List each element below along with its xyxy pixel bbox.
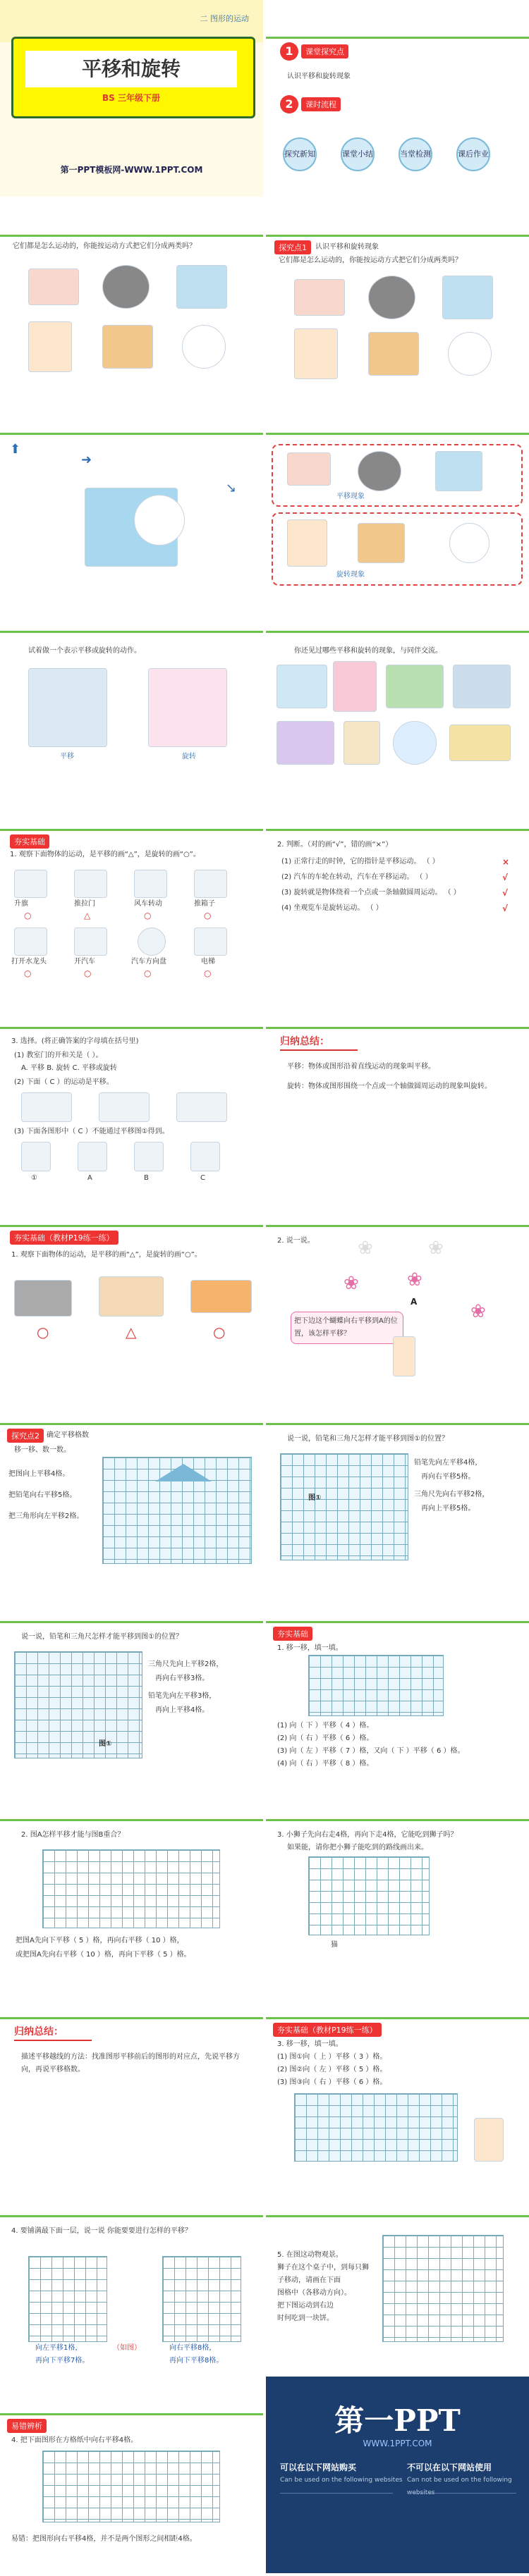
rotation-child-image	[148, 668, 227, 747]
fig-1	[21, 1142, 51, 1171]
tag-text: 认识平移和旋转现象	[315, 243, 379, 251]
tag: 易错辨析	[7, 2419, 47, 2433]
window-image	[176, 265, 227, 309]
q2: (2) 下面（ C ）的运动是平移。	[14, 1078, 114, 1086]
summary-text: 描述平移越线的方法：找准图形平移前后的图形的对应点，先说平移方向，再说平移格数。	[21, 2053, 240, 2073]
clock-image	[448, 332, 492, 376]
question-3: 图格中（各移动方向）。	[277, 2289, 351, 2297]
figure-label: 图①	[308, 1494, 322, 1502]
slide-summary-1	[266, 990, 529, 1187]
slide-explore-2	[0, 396, 263, 593]
step-3: 当堂检测	[399, 137, 432, 171]
brand-logo: 第一PPT	[334, 2403, 461, 2438]
helicopter-image	[449, 725, 511, 761]
item-image-8	[194, 928, 227, 956]
answer-1: 铅笔先向左平移4格，	[414, 1459, 482, 1467]
mark-3: ○	[213, 1324, 226, 1341]
question-5: 时何吃到一块饼。	[277, 2315, 334, 2322]
item-3: (3) 旋转就是物体绕着一个点或一条轴做圆周运动。 （ ）	[281, 889, 461, 896]
grid-diagram	[280, 1453, 408, 1560]
grid-diagram	[308, 1856, 430, 1935]
row1-item-3: 风车转动	[134, 900, 162, 908]
question: 3. 移一移，填一填。	[277, 2040, 343, 2048]
item-image-6	[74, 928, 107, 956]
question: 2. 说一说。	[277, 1237, 315, 1245]
window-image	[442, 276, 493, 319]
line-1: (1) 向（ 下 ）平移（ 4 ）格。	[277, 1722, 374, 1730]
slide-summary-2	[0, 1980, 263, 2177]
answer-1: 把图A先向下平移（ 5 ）格，再向右平移（ 10 ）格，	[16, 1937, 184, 1945]
question: 4. 把下面图形在方格纸中向右平移4格。	[11, 2436, 138, 2444]
grid-diagram	[42, 2451, 220, 2522]
translation-child-image	[28, 668, 107, 747]
flow-label: 课时流程	[301, 97, 341, 111]
line-4: (4) 向（ 右 ）平移（ 8 ）格。	[277, 1760, 374, 1768]
fig-a	[78, 1142, 107, 1171]
slide-practice-1	[0, 792, 263, 989]
speech-bubble: 把下边这个蝴蝶向右平移到A的位置，该怎样平移？	[291, 1312, 403, 1344]
butterfly-icon: ❀	[407, 1269, 422, 1290]
slide-practice-4	[266, 1584, 529, 1781]
q1-options: A. 平移 B. 旋转 C. 平移或旋转	[21, 1064, 117, 1072]
item-1: (1) 正常行走的时钟，它的指针是平移运动。 （ ）	[281, 858, 439, 865]
answer-3: √	[502, 888, 509, 898]
grid-diagram	[382, 2235, 504, 2342]
rotation-label: 旋转现象	[336, 571, 365, 579]
escalator-image	[386, 665, 444, 708]
item-image-4	[194, 870, 227, 898]
tag: 夯实基础	[273, 1627, 312, 1641]
step-2: 课堂小结	[341, 137, 375, 171]
slide-check-1	[0, 1188, 263, 1385]
clock-image	[449, 523, 490, 563]
fig-label-b: B	[144, 1174, 149, 1182]
slide-ad	[266, 2377, 529, 2573]
explore-text: 它们都是怎么运动的，你能按运动方式把它们分成两类吗？	[279, 257, 462, 264]
question: 3. 选择。(将正确答案的字母填在括号里)	[11, 1037, 139, 1045]
clock-image	[182, 325, 226, 369]
slide-practice-6	[266, 1782, 529, 1979]
row2-mark-2: ○	[84, 968, 92, 978]
grid-left	[28, 2256, 107, 2342]
push-box-image	[368, 332, 419, 376]
question: 说一说，铅笔和三角尺怎样才能平移到图①的位置？	[21, 1633, 183, 1641]
question: 1. 观察下面物体的运动，是平移的画“△”，是旋转的画“○”。	[11, 1251, 202, 1259]
row1-mark-2: △	[84, 911, 91, 920]
mid-note: （如图）	[113, 2344, 141, 2352]
row2-mark-4: ○	[204, 968, 212, 978]
fig-label-c: C	[200, 1174, 205, 1182]
question: 4. 要铺满最下面一层，说一说 你能要要进行怎样的平移？	[11, 2227, 192, 2235]
fig-b	[134, 1142, 164, 1171]
answer-1: ×	[502, 857, 510, 867]
question: 3. 小狮子先向右走4格，再向下走4格，它能吃到狮子吗？	[277, 1831, 458, 1839]
row1-mark-1: ○	[24, 911, 32, 920]
child-image	[393, 1336, 415, 1376]
fig-label-a: A	[87, 1174, 92, 1182]
instr-2: 把铅笔向右平移5格。	[8, 1491, 77, 1499]
question: 1. 移一移，填一填。	[277, 1644, 343, 1652]
slide-overview: 1 课堂探究点 认识平移和旋转现象 2 课时流程 探究新知 课堂小结 当堂检测 课后作业	[266, 0, 529, 197]
slide-explore-3	[266, 396, 529, 593]
translation-label: 平移现象	[336, 493, 365, 500]
summary-rotation: 旋转：物体或图形围绕一个点或一个轴做圆周运动的现象叫旋转。	[287, 1083, 492, 1090]
slide-explore-7	[266, 1386, 529, 1583]
q1: (1) 教室门的开和关是（ ）。	[14, 1052, 103, 1059]
abacus-image	[99, 1276, 164, 1317]
gate-image	[276, 665, 327, 708]
butterfly-icon: ❀	[343, 1273, 359, 1294]
question: 5. 在图这动物观景。	[277, 2251, 343, 2259]
step-1: 探究新知	[283, 137, 317, 171]
row2-mark-3: ○	[144, 968, 152, 978]
prompt: 移一移、数一数。	[14, 1446, 71, 1454]
question: 2. 判断。（对的画“√”，错的画“×”）	[277, 841, 393, 849]
row1-mark-3: ○	[144, 911, 152, 920]
left-title: 可以在以下网站购买	[280, 2463, 357, 2472]
question-2: 狮子在这个桌子中，到每只狮子移动，请画在下面	[277, 2264, 369, 2284]
slide-check-3	[266, 1980, 529, 2177]
item-image-2	[74, 870, 107, 898]
cable-car-image	[28, 269, 79, 305]
tag: 探究点1	[274, 240, 311, 254]
cover-website: 第一PPT模板网-WWW.1PPT.COM	[60, 165, 203, 175]
windmill-boy-image	[294, 328, 338, 379]
point-a-label: A	[411, 1297, 418, 1307]
right-line-2: 再向下平移8格。	[169, 2357, 224, 2365]
window-image	[435, 451, 482, 491]
left-line-1: 向左平移1格，	[35, 2344, 83, 2352]
slide-explore-1	[266, 198, 529, 395]
question: 2. 图A怎样平移才能与图B重合？	[21, 1831, 125, 1839]
cover-title: 平移和旋转	[25, 51, 237, 87]
slide-check-2	[266, 1188, 529, 1385]
warning: 易错：把图形向右平移4格，并不是两个图形之间相距4格。	[11, 2535, 197, 2543]
helicopter-image	[190, 1280, 252, 1313]
slide-explore-4	[0, 594, 263, 791]
slide-cover	[0, 0, 263, 197]
fridge-image	[333, 661, 377, 712]
answer-1: 三角尺先向上平移2格，	[148, 1660, 224, 1668]
label-rotation: 旋转	[182, 753, 196, 760]
goal-text: 认识平移和旋转现象	[287, 73, 351, 80]
unit-label: 二 图形的运动	[200, 14, 249, 23]
radio-image	[14, 1280, 72, 1317]
row2-mark-1: ○	[24, 968, 32, 978]
right-arrow-icon: ➜	[81, 452, 92, 467]
answer-2: 再向右平移3格。	[155, 1675, 209, 1682]
grid-diagram	[308, 1655, 444, 1716]
row1-item-1: 升旗	[14, 900, 28, 908]
figure-label: 图①	[99, 1740, 112, 1748]
fan-image	[393, 721, 437, 765]
answer-2: √	[502, 873, 509, 882]
cat-label: 猫	[331, 1941, 338, 1949]
question-2: 如果能，请你把小狮子能吃到的路线画出来。	[287, 1844, 428, 1851]
intro-text: 它们都是怎么运动的，你能按运动方式把它们分成两类吗？	[13, 242, 196, 250]
child-image	[474, 2118, 504, 2162]
push-box-image	[358, 523, 405, 563]
slide-practice-3	[0, 990, 263, 1187]
line-1: (1) 图①向（ 上 ）平移（ 3 ）格。	[277, 2053, 387, 2061]
tag: 夯实基础（教材P19练一练）	[273, 2023, 382, 2037]
line-3: (3) 图③向（ 右 ）平移（ 6 ）格。	[277, 2078, 387, 2086]
tag-text: 确定平移格数	[47, 1431, 89, 1439]
car-road-image	[276, 721, 334, 765]
butterfly-icon: ❀	[470, 1301, 486, 1322]
cable-car-image	[287, 452, 331, 486]
tag: 探究点2	[7, 1429, 44, 1443]
slide-check-6	[0, 2377, 263, 2573]
slide-practice-2	[266, 792, 529, 989]
question: 说一说，铅笔和三角尺怎样才能平移到图①的位置？	[287, 1435, 449, 1443]
blinds-image	[453, 665, 511, 708]
tag: 夯实基础	[10, 834, 49, 849]
item-4: (4) 坐观览车是旋转运动。 （ ）	[281, 904, 383, 912]
windmill-boy-image	[28, 321, 72, 372]
right-title: 不可以在以下网站使用	[407, 2463, 492, 2472]
right-arrow-icon: ↘	[226, 481, 237, 495]
slide-explore-8	[0, 1584, 263, 1781]
instr-1: 把图向上平移4格。	[8, 1470, 70, 1478]
q3: (3) 下面各图形中（ C ）不能通过平移图①得到。	[14, 1128, 169, 1135]
clock-image	[134, 495, 185, 546]
slide-check-4	[0, 2178, 263, 2375]
left-line-2: 再向下平移7格。	[35, 2357, 90, 2365]
answer-3: 铅笔先向左平移3格，	[148, 1692, 217, 1700]
item-image-7	[138, 928, 166, 956]
slide-explore-5	[266, 594, 529, 791]
steering-wheel-image	[358, 451, 401, 491]
summary-head: 归纳总结：	[280, 1036, 329, 1047]
row1-item-4: 推箱子	[194, 900, 215, 908]
item-2: (2) 汽车的车轮在转动，汽车在平移运动。 （ ）	[281, 873, 432, 881]
left-subtitle: Can be used on the following websites	[280, 2477, 403, 2484]
step-4: 课后作业	[456, 137, 490, 171]
right-subtitle: Can not be used on the following websites	[407, 2477, 512, 2496]
question-4: 把下图运动到右边	[277, 2302, 334, 2310]
tag: 夯实基础（教材P19练一练）	[10, 1231, 118, 1245]
answer-3: 三角尺先向右平移2格，	[414, 1491, 490, 1498]
grid-diagram	[294, 2093, 458, 2162]
fig-c	[190, 1142, 220, 1171]
mark-1: ○	[37, 1324, 49, 1341]
answer-2: 再向右平移5格。	[421, 1473, 475, 1481]
row2-item-3: 汽车方向盘	[131, 958, 166, 966]
item-image-3	[134, 870, 167, 898]
q2-figure-b	[99, 1092, 150, 1122]
fig-label-1: ①	[31, 1174, 37, 1182]
row2-item-1: 打开水龙头	[11, 958, 47, 966]
goal-label: 课堂探究点	[301, 44, 348, 58]
cover-grade: BS 三年级下册	[102, 93, 160, 103]
action-text: 试着做一个表示平移或旋转的动作。	[28, 647, 141, 655]
grid-right	[162, 2256, 241, 2342]
summary-translation: 平移：物体或图形沿着直线运动的现象叫平移。	[287, 1063, 435, 1071]
grid-diagram	[42, 1849, 220, 1928]
grid-diagram	[14, 1651, 142, 1758]
item-image-5	[14, 928, 47, 956]
q2-figure-c	[176, 1092, 227, 1122]
line-2: (2) 向（ 右 ）平移（ 6 ）格。	[277, 1734, 374, 1742]
answer-2: 或把图A先向右平移（ 10 ）格，再向下平移（ 5 ）格。	[16, 1951, 191, 1959]
q2-figure-a	[21, 1092, 72, 1122]
brand-url: WWW.1PPT.COM	[363, 2439, 432, 2448]
slide-explore-6	[0, 1386, 263, 1583]
label-translation: 平移	[60, 753, 74, 760]
row1-mark-4: ○	[204, 911, 212, 920]
mark-2: △	[126, 1324, 137, 1341]
steering-wheel-image	[368, 276, 415, 319]
row2-item-4: 电梯	[201, 958, 215, 966]
share-text: 你还见过哪些平移和旋转的现象，与同伴交流。	[294, 647, 442, 655]
slide-practice-5	[0, 1782, 263, 1979]
instr-3: 把三角形向左平移2格。	[8, 1512, 84, 1520]
item-image-1	[14, 870, 47, 898]
butterfly-icon: ❀	[428, 1238, 444, 1259]
slide-check-5	[266, 2178, 529, 2375]
cable-car-image	[294, 279, 345, 316]
steering-wheel-image	[102, 265, 150, 309]
line-3: (3) 向（ 左 ）平移（ 7 ）格，又向（ 下 ）平移（ 6 ）格。	[277, 1747, 465, 1755]
push-box-image	[102, 325, 153, 369]
answer-4: √	[502, 904, 509, 913]
windmill-boy-image	[287, 519, 327, 567]
answer-4: 再向上平移5格。	[421, 1505, 475, 1512]
summary-head: 归纳总结：	[14, 2026, 63, 2038]
butterfly-icon: ❀	[358, 1238, 373, 1259]
faucet-image	[343, 721, 380, 765]
line-2: (2) 图②向（ 左 ）平移（ 5 ）格。	[277, 2066, 387, 2073]
row1-item-2: 推拉门	[74, 900, 95, 908]
row2-item-2: 开汽车	[74, 958, 95, 966]
slide-intro	[0, 198, 263, 395]
up-arrow-icon: ⬆	[10, 442, 21, 457]
question: 1. 观察下面物体的运动，是平移的画“△”，是旋转的画“○”。	[10, 851, 200, 858]
answer-4: 再向上平移4格。	[155, 1706, 209, 1714]
right-line-1: 向右平移8格，	[169, 2344, 217, 2352]
